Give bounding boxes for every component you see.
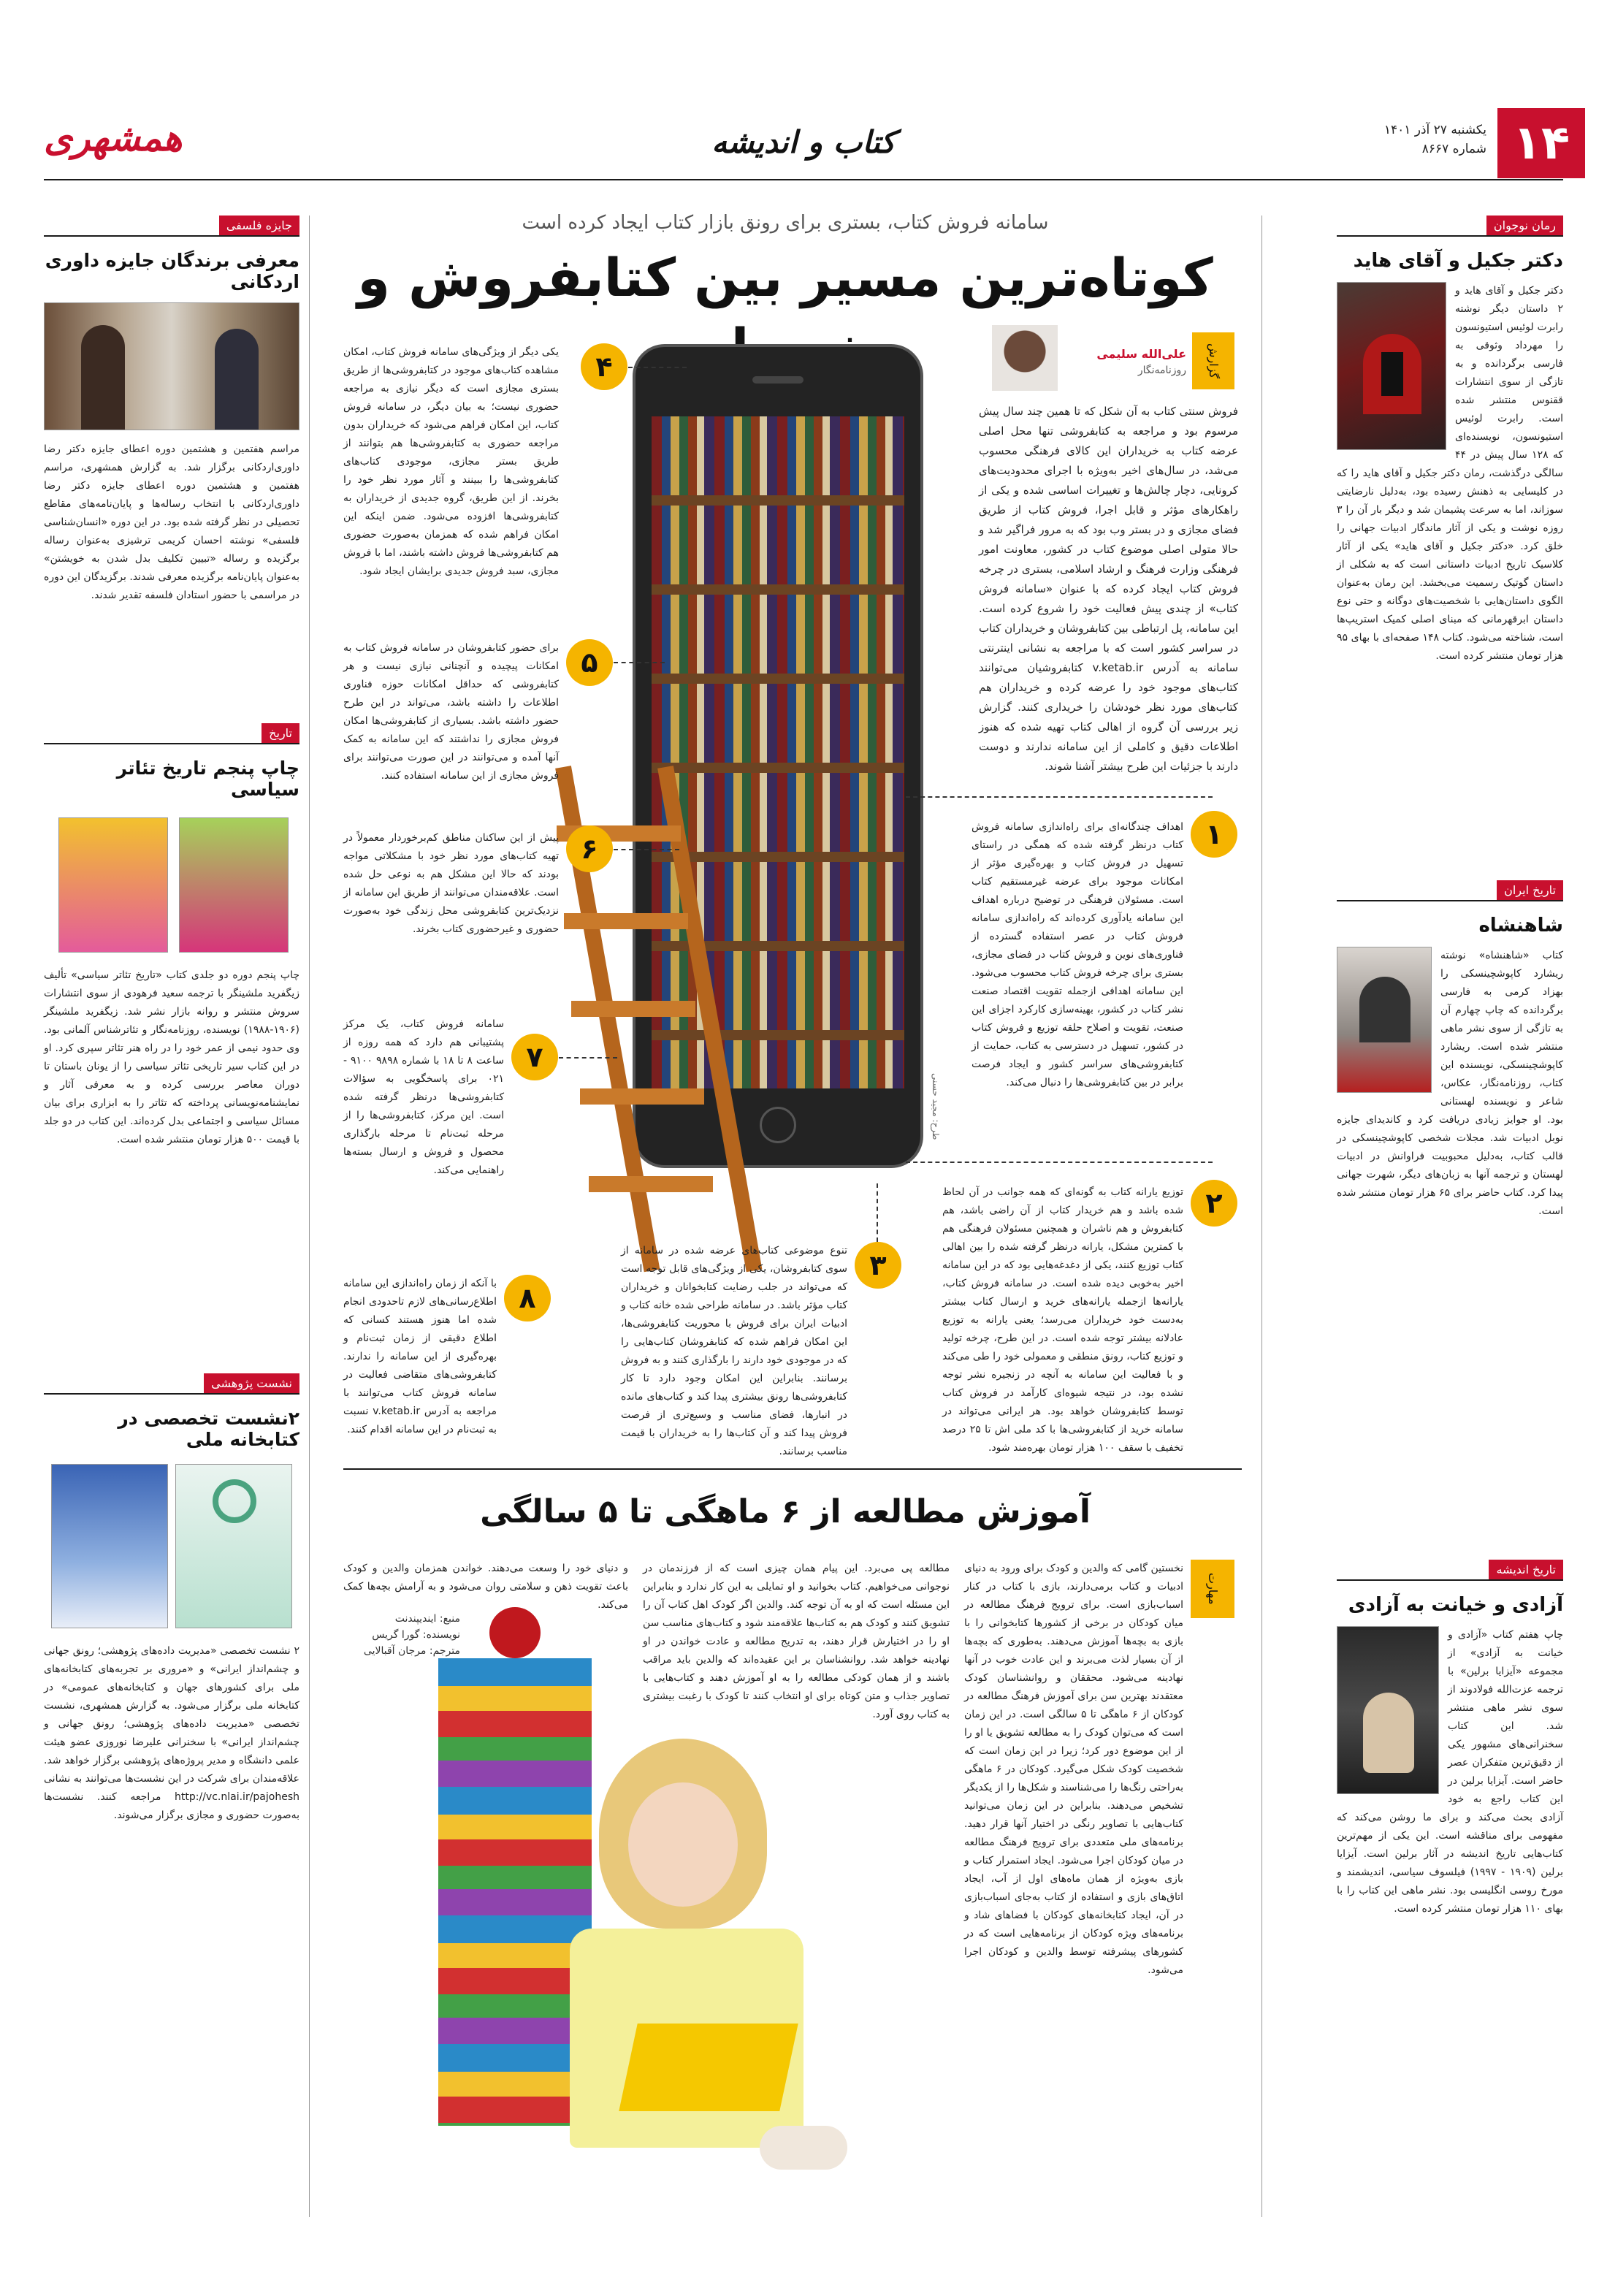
point-1-text: اهداف چندگانه‌ای برای راه‌اندازی سامانه فروش کتاب درنظر گرفته شده که همگی در راستای تسهیل در فروش کتاب و بهره‌گیری مؤثر از امکانات موجود برای عرضه غیرمستقیم کتاب است. مسئولان فرهنگی در توضیح درباره اهداف این سامانه یادآوری کرده‌اند که راه‌اندازی سامانه فروش کتاب در عصر استفاده گسترده از فناوری‌های نوین و فروش کتاب در فضای مجازی، بستری برای چرخه فروش کتاب محسوب می‌شود. این سامانه اهدافی ازجمله تقویت اقتصاد صنعت نشر کتاب در کشور، بهینه‌سازی کارکرد اجزای این صنعت، تقویت و اصلاح حلقه توزیع و فروش کتاب در کشور، تسهیل در دسترسی به کتاب، حمایت از کتابفروشی‌های سراسر کشور و ایجاد فرصت برابر در بین کتابفروشی‌ها را دنبال می‌کند.	[972, 821, 1183, 1088]
point-4-text: یکی دیگر از ویژگی‌های سامانه فروش کتاب، امکان مشاهده کتاب‌های موجود در کتابفروشی‌ها از طریق بستری مجازی است که دیگر نیازی به مراجعه حضوری نیست؛ به بیان دیگر، در سامانه فروش کتاب، این امکان فراهم می‌شود که خریداران بدون مراجعه حضوری به کتابفروشی‌ها هم بتوانند از طریق بستر مجازی، موجودی کتاب‌های کتابفروشی‌ها را ببینند و آثار مورد نظر خود را بخرند. از این طریق، گروه جدیدی از خریداران به کتابفروشی‌ها افزوده می‌شود. ضمن اینکه این امکان فراهم شده که همزمان به‌صورت حضوری هم کتابفروشی‌ها فروش داشته باشند، اما با فروش مجازی، سبد فروش جدیدی برایشان ایجاد شود.	[343, 346, 559, 577]
leader-1	[906, 796, 1213, 798]
library-forum-box	[44, 1373, 299, 1825]
point-7-text: سامانه فروش کتاب، یک مرکز پشتیبانی هم دارد که همه روزه از ساعت ۸ تا ۱۸ با شماره ۹۸۹۸ ۹۱۰۰ - ۰۲۱ برای پاسخگویی به سؤالات کتابفروشی‌ها درنظر گرفته شده است. این مرکز، کتابفروشی‌ها را از مرحله ثبت‌نام تا مرحله بارگذاری محصول و فروش و ارسال بسته‌ها راهنمایی می‌کند.	[343, 1018, 504, 1176]
award-text: مراسم هفتمین و هشتمین دوره اعطای جایزه دکتر رضا داوری‌اردکانی برگزار شد. به گزارش همشهری، مراسم هفتمین و هشتمین دوره اعطای جایزه دکتر رضا داوری‌اردکانی با انتخاب رساله‌ها و پایان‌نامه‌های مقاطع تحصیلی در نظر گرفته شده بود. در این دوره «انسان‌شناسی فلسفی» نوشته احسان کریمی ترشیزی به‌عنوان رساله برگزیده و رساله «تبیین تکلیف بدل شدن به خویشتن» به‌عنوان پایان‌نامه برگزیده معرفی شدند. برگزیدگان این دوره در مراسمی با حضور استادان فلسفه تقدیر شدند.	[43, 443, 299, 601]
novel-kicker: رمان نوجوان	[1486, 216, 1563, 236]
issue-info	[1318, 121, 1486, 159]
point-7-badge: ۷	[511, 1034, 558, 1080]
point-2-text: توزیع یارانه کتاب به گونه‌ای که همه جوانب در آن لحاظ شده باشد و هم خریدار کتاب از آن راضی باشد، هم کتابفروش و هم ناشران و همچنین مسئولان فرهنگی هم با کمترین مشکل، یارانه درنظر گرفته شده را بین اهالی کتاب توزیع کنند، یکی از دغدغه‌هایی بود که در این سامانه اخیر به‌خوبی دیده شده است. در سامانه فروش کتاب، یارانه‌ها ازجمله یارانه‌های خرید و ارسال کتاب بیشتر به‌دست خود خریداران می‌رسد؛ یعنی یارانه به توزیع عادلانه بیشتر توجه شده است. در این طرح، چرخه تولید و توزیع کتاب، رونق منطقی و معمولی خود را طی می‌کند و با فعالیت این سامانه به آنچه در زنجیره نشر توجه نشده بود، در نتیجه شیوه‌ای کارآمد در فروش کتاب توسط کتابفروشان خواهد بود. هر ایرانی می‌تواند در سامانه خرید از کتابفروشی‌ها با کد ملی اش تا ۲۵ درصد تخفیف با سقف ۱۰۰ هزار تومان بهره‌مند شود.	[942, 1186, 1183, 1454]
theatre-cover-vol2	[179, 817, 289, 953]
author-role: روزنامه‌نگار	[1137, 365, 1186, 376]
point-5-badge: ۵	[566, 639, 613, 686]
point-4-badge: ۴	[581, 343, 627, 390]
thought-text: چاپ هفتم کتاب «آزادی و خیانت به آزادی» از مجموعه «آیزایا برلین» با ترجمه عزت‌الله فولادوند از سوی نشر ماهی منتشر شد. این کتاب سخنرانی‌های مشهور یکی از دقیق‌ترین متفکران عصر حاضر است. آیزایا برلین در این کتاب راجع به خود آزادی بحث می‌کند و برای ما روشن می‌کند که مفهومی برای مناقشه است. این یکی از مهم‌ترین کتاب‌هایی تاریخ اندیشه در آثار برلین است. آیزایا برلین (۱۹۰۹ - ۱۹۹۷) فیلسوف سیاسی، اندیشمند و مورخ روسی انگلیسی بود. نشر ماهی این کتاب را با بهای ۱۱۰ هزار تومان منتشر کرده است.	[1337, 1629, 1564, 1915]
iran-kicker: تاریخ ایران	[1497, 880, 1563, 901]
theatre-covers	[44, 810, 299, 956]
forum-poster-2	[175, 1464, 292, 1628]
thought-title: آزادی و خیانت به آزادی	[1348, 1594, 1563, 1616]
forum-kicker: نشست پژوهشی	[204, 1373, 299, 1394]
girl-reading-illustration	[351, 1600, 906, 2228]
point-6-text: پیش از این ساکنان مناطق کم‌برخوردار معمولاً در تهیه کتاب‌های مورد نظر خود با مشکلاتی مواجه بودند که حالا این مشکل هم به نوعی حل شده است. علاقه‌مندان می‌توانند از طریق این سامانه از نزدیک‌ترین کتابفروشی محل زندگی خود به‌صورت حضوری و غیرحضوری کتاب بخرند.	[343, 832, 559, 935]
forum-text: ۲ نشست تخصصی «مدیریت داده‌های پژوهشی؛ رونق جهانی و چشم‌انداز ایرانی» و «مروری بر تجربه‌های کتابخانه‌های ملی برای کشورهای جهان و کتابخانه‌های عمومی» در کتابخانه ملی برگزار می‌شود. به گزارش همشهری، نشست تخصصی «مدیریت داده‌های پژوهشی؛ رونق جهانی و چشم‌انداز ایرانی» با سخنرانی علیرضا نوروزی عضو هیئت علمی دانشگاه و مدیر پروژه‌های پژوهشی برگزار خواهد شد. علاقه‌مندان برای شرکت در این نشست‌ها می‌توانند به نشانی http://vc.nlai.ir/pajohesh مراجعه کنند. نشست‌ها به‌صورت حضوری و مجازی برگزار می‌شوند.	[44, 1645, 299, 1821]
novel-title: دکتر جکیل و آقای هاید	[1353, 250, 1563, 272]
point-8-badge: ۸	[504, 1275, 551, 1321]
award-title: معرفی برندگان جایزه داوری اردکانی	[45, 250, 299, 292]
award-box	[44, 216, 299, 605]
report-label: گزارش	[1192, 332, 1234, 389]
author-byline	[1096, 332, 1234, 391]
iran-cover-image	[1337, 947, 1432, 1093]
forum-posters	[44, 1460, 299, 1632]
column-divider-left	[309, 216, 310, 2217]
point-3-text: تنوع موضوعی کتاب‌های عرضه شده در سامانه از سوی کتابفروشان، یکی از ویژگی‌های قابل توجه است که می‌تواند در جلب رضایت کتابخوانان و خریداران کتاب مؤثر باشد. در سامانه طراحی شده خانه کتاب و ادبیات ایران برای فروش با محوریت کتابفروشی‌ها، این امکان فراهم شده که کتابفروشان کتاب‌هایی را که در موجودی خود دارند را بارگذاری کنند و به فروش برسانند. بنابراین این امکان وجود دارد تا کار کتابفروشی‌ها رونق بیشتری پیدا کند و کتاب‌های مانده در انبارها، فضای مناسب و وسیع‌تری از فرصت فروش پیدا کند و آن کتاب‌ها را به خریداران با قیمت مناسب برسانند.	[621, 1245, 847, 1457]
page-number: ۱۴	[1497, 108, 1585, 178]
iran-title: شاهنشاه	[1478, 915, 1563, 937]
point-1-badge: ۱	[1191, 811, 1237, 858]
thought-cover-image	[1337, 1626, 1439, 1794]
reading-col-1: نخستین گامی که والدین و کودک برای ورود به دنیای ادبیات و کتاب برمی‌دارند، بازی با کتاب در کنار اسباب‌بازی است. برای ترویج فرهنگ مطالعه در میان کودکان در برخی از کشورها کتابخوانی را با بازی به بچه‌ها آموزش می‌دهند. به‌طوری که بچه‌ها از آن بسیار لذت می‌برند و این عادت خوب در آنها نهادینه می‌شود. محققان و روانشناسان کودک معتقدند بهترین سن برای آموزش فرهنگ مطالعه در کودکان از ۶ ماهگی تا ۵ سالگی است. در این زمان است که می‌توان کودک را به مطالعه تشویق یا او را از این موضوع دور کرد؛ زیرا در این زمان است که شخصیت کودک شکل می‌گیرد. کودکان در ۶ ماهگی به‌راحتی رنگ‌ها را می‌شناسند و شکل‌ها را از یکدیگر تشخیص می‌دهند. بنابراین در این زمان می‌توانید کتاب‌هایی با تصاویر رنگی در اختیار آنها قرار دهید. برنامه‌های ملی متعددی برای ترویج فرهنگ مطالعه در میان کودکان اجرا می‌شود. ایجاد استمرار کتاب و بازی به‌ویژه از همان ماه‌های اول از آب، ایجاد اتاق‌های بازی و استفاده از کتاب به‌جای اسباب‌بازی در آن، ایجاد کتابخانه‌های کودکان با فضاهای شاد و برنامه‌های ویژه کودکان از برنامه‌هایی است که در کشورهای پیشرفته توسط والدین و کودکان اجرا می‌شود.	[964, 1563, 1183, 1976]
thought-kicker: تاریخ اندیشه	[1489, 1560, 1563, 1580]
header-rule	[44, 179, 1563, 180]
history-title: چاپ پنجم تاریخ تئاتر سیاسی	[116, 758, 299, 800]
leader-4	[628, 367, 687, 368]
history-text: چاپ پنجم دوره دو جلدی کتاب «تاریخ تئاتر سیاسی» تألیف زیگفرید ملشینگر با ترجمه سعید فرهودی از سوی انتشارات سروش منتشر و روانه بازار نشر شد. زیگفرید ملشینگر (۱۹۰۶-۱۹۸۸) نویسنده، روزنامه‌نگار و تئاترشناس آلمانی بود. وی حدود نیمی از عمر خود را در راه هنر تئاتر سپری کرد. او در این کتاب سیر تاریخی تئاتر سیاسی را از یونان باستان تا دوران معاصر بررسی کرده و به معرفی آثار و نمایشنامه‌نویسانی پرداخته که تئاتر را به ابزاری برای بیان مسائل سیاسی و اجتماعی بدل کرده‌اند. این کتاب در دو جلد با قیمت ۵۰۰ هزار تومان منتشر شده است.	[44, 969, 299, 1145]
novel-box	[1337, 216, 1563, 665]
forum-title: ۲نشست تخصصی در کتابخانه ملی	[118, 1408, 299, 1450]
skill-label: مهارت	[1191, 1560, 1234, 1618]
iran-text: کتاب «شاهنشاه» نوشته ریشارد کاپوشچینسکی را بهزاد کرمی به فارسی برگردانده که چاپ چهارم آن به تازگی از سوی نشر ماهی منتشر شده است. ریشارد کاپوشچینسکی، نویسنده این کتاب، روزنامه‌نگار، عکاس، شاعر و نویسنده لهستانی بود. او جوایز زیادی دریافت کرد و کاندیدای جایزه نوبل ادبیات شد. مجلات شخصی کاپوشچینسکی در قالب کتاب، به‌دلیل محبوبیت فراوانش در ادبیات لهستان و ترجمه آنها به زبان‌های دیگر، شهرت جهانی پیدا کرد. کتاب حاضر برای ۶۵ هزار تومان منتشر شده است.	[1337, 950, 1563, 1217]
reading-article-title: آموزش مطالعه از ۶ ماهگی تا ۵ سالگی	[480, 1493, 1091, 1530]
author-photo	[992, 325, 1058, 391]
reading-translator: مترجم: مرجان آقبالایی	[363, 1645, 460, 1657]
illustration-credit: طرح: مجید حسنی	[931, 1072, 941, 1140]
leader-3	[877, 1183, 878, 1242]
issue-number: شماره ۸۶۶۷	[1421, 142, 1486, 156]
leader-6	[614, 849, 679, 850]
brand-logo: همشهری	[44, 117, 183, 159]
issue-date: یکشنبه ۲۷ آذر ۱۴۰۱	[1383, 123, 1486, 137]
point-3-badge: ۳	[855, 1242, 901, 1289]
section-title: کتاب و اندیشه	[711, 124, 896, 160]
point-6-badge: ۶	[566, 825, 613, 872]
history-kicker: تاریخ	[262, 723, 299, 744]
thought-history-box	[1337, 1560, 1563, 1918]
novel-text: دکتر جکیل و آقای هاید و ۲ داستان دیگر نوشته رابرت لوئیس استیونسون را مهرداد وثوقی به فارسی برگردانده و به تازگی از سوی انتشارات ققنوس منتشر شده است. رابرت لوئیس استیونسون، نویسنده‌ای که ۱۲۸ سال پیش در ۴۴ سالگی درگذشت، رمان دکتر جکیل و آقای هاید را که در کلیسایی به ذهنش رسیده بود، به‌دلیل نارضایتی سوزاند، اما به سرعت پشیمان شد و دیگر بار آن را ۳ روزه نوشت و یکی از آثار ماندگار ادبیات جهانی را خلق کرد. «دکتر جکیل و آقای هاید» یکی از آثار کلاسیک تاریخ ادبیات داستانی است که به شکلی از داستان گوتیک رسمیت می‌بخشد. این رمان به‌عنوان الگوی داستان‌هایی با شخصیت‌های دوگانه و حتی نوع داستان ابرقهرمانی که مبنای اصلی کمیک استریپ‌ها است، شناخته می‌شود. کتاب ۱۴۸ صفحه‌ای با بهای ۹۵ هزار تومان منتشر کرده است.	[1337, 285, 1563, 662]
point-5-text: برای حضور کتابفروشان در سامانه فروش کتاب به امکانات پیچیده و آنچنانی نیازی نیست و هر کتابفروشی که حداقل امکانات حوزه فناوری اطلاعات را داشته باشد، می‌تواند در این طرح حضور داشته باشد. بسیاری از کتابفروشی‌ها امکان فروش مجازی را نداشتند که این سامانه به کمک آنها آمده و می‌توانند در این صورت می‌توانند برای فروش مجازی از این سامانه استفاده کنند.	[343, 642, 559, 782]
leader-5	[614, 662, 665, 663]
article-subtitle: سامانه فروش کتاب، بستری برای رونق بازار کتاب ایجاد کرده است	[522, 212, 1049, 234]
column-divider-right	[1261, 216, 1262, 2217]
point-8-text: با آنکه از زمان راه‌اندازی این سامانه اطلاع‌رسانی‌های لازم تاحدودی انجام شده اما هنوز هستند کسانی که اطلاع دقیقی از زمان ثبت‌نام و بهره‌گیری از این سامانه را ندارند. کتابفروشی‌های متقاضی فعالیت در سامانه فروش کتاب می‌توانند با مراجعه به آدرس v.ketab.ir نسبت به ثبت‌نام در این سامانه اقدام کنند.	[343, 1278, 497, 1435]
leader-7	[559, 1057, 617, 1059]
award-kicker: جایزه فلسفی	[219, 216, 299, 236]
theatre-cover-vol1	[58, 817, 168, 953]
reading-author: نویسنده: گورا گریس	[372, 1629, 460, 1641]
reading-col-2: مطالعه پی می‌برد. این پیام همان چیزی است که از فرزندمان در نوجوانی می‌خواهیم. کتاب بخوانید و او تمایلی به این کار ندارد و بنابراین این مسئله است که او به آن توجه کند. والدین اگر کودک اهل کتاب آن را تشویق کنند و کودک هم به کتاب‌ها علاقه‌مند شود و کتاب‌های مناسب سن او را در اختیارش قرار دهند، به تدریج مطالعه و عادت خواندن در او نهادینه خواهد شد. روانشناسان بر این عقیده‌اند که والدین باید مراقب باشند و از همان کودکی مطالعه را به او آموزش دهند و کتاب‌هایی با تصاویر جذاب و متن کوتاه برای او انتخاب کنند تا کودک با رغبت بیشتری به کتاب روی آورد.	[643, 1563, 950, 1720]
article-intro: فروش سنتی کتاب به آن شکل که تا همین چند سال پیش مرسوم بود و مراجعه به کتابفروشی تنها محل اصلی عرضه کتاب به خریداران این کالای فرهنگی محسوب می‌شد، در سال‌های اخیر به‌ویژه با اجرای محدودیت‌های کرونایی، دچار چالش‌ها و تغییرات اساسی شده و یکی از راهکارهای مؤثر و قابل اجرا، فروش کتاب از طریق فضای مجازی و در بستر وب بود که به مرور فراگیر شد و حالا متولی اصلی موضوع کتاب در کشور، معاونت امور فرهنگی وزارت فرهنگ و ارشاد اسلامی، بستری در چرخه فروش کتاب ایجاد کرده که با عنوان «سامانه فروش کتاب» از چندی پیش فعالیت خود را شروع کرده است. این سامانه، پل ارتباطی بین کتابفروشان و خریداران کتاب در سراسر کشور است که با مراجعه به نشانی اینترنتی سامانه به آدرس v.ketab.ir کتابفروشیان می‌توانند کتاب‌های موجود خود را عرضه کرده و خریداران هم کتاب‌های مورد نظر خودشان را خریداری کنند. گزارش زیر بررسی آن گروه از اهالی کتاب تهیه شده که هنوز اطلاعات دقیق و کاملی از این سامانه ندارند و دوست دارند با جزئیات این طرح بیشتر آشنا شوند.	[979, 405, 1238, 773]
forum-poster-1	[51, 1464, 168, 1628]
article-separator	[343, 1468, 1242, 1470]
reading-col-3: و دنیای خود را وسعت می‌دهند. خواندن همزمان والدین و کودک باعث تقویت ذهن و سلامتی روان می‌شود و به آرامش بچه‌ها کمک می‌کند.	[343, 1563, 628, 1611]
novel-cover-image	[1337, 282, 1446, 450]
point-2-badge: ۲	[1191, 1180, 1237, 1227]
award-winners-photo	[44, 302, 299, 430]
reading-source: منبع: ایندیپندنت	[394, 1613, 460, 1625]
theatre-box	[44, 723, 299, 1149]
iran-history-box	[1337, 880, 1563, 1221]
article-title: کوتاه‌ترین مسیر بین کتابفروش و	[357, 247, 1213, 308]
leader-2	[906, 1162, 1213, 1163]
author-name: علی‌الله سلیمی	[1096, 347, 1186, 361]
